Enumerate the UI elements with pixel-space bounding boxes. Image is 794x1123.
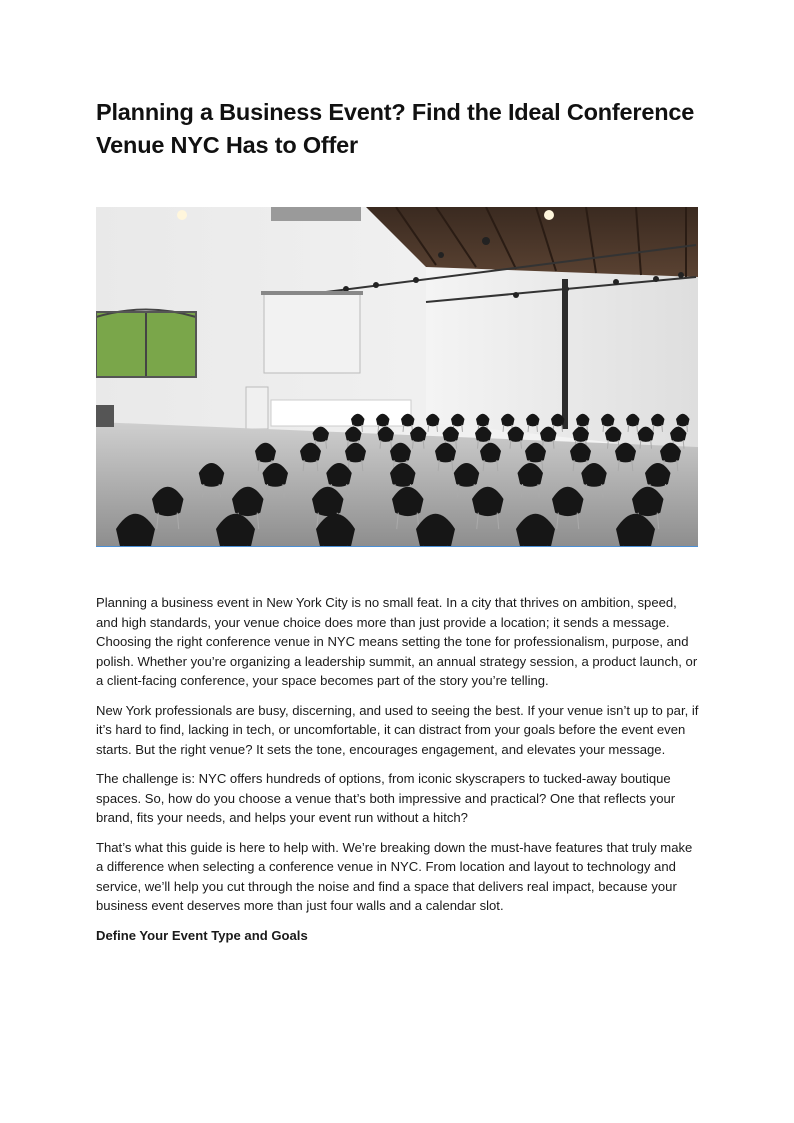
page-title: Planning a Business Event? Find the Ideal Conference Venue NYC Has to Offer [96, 99, 695, 158]
article-body [96, 593, 702, 955]
conference-room-photo [96, 207, 698, 547]
paragraph-challenge: The challenge is: NYC offers hundreds of options, from iconic skyscrapers to tucked-away boutique spaces. So, how do you choose a venue that’s both impressive and practical? One that reflects your brand, fits your needs, and helps your event run without a hitch? [96, 771, 676, 825]
section-heading: Define Your Event Type and Goals [96, 927, 308, 943]
paragraph-guide: That’s what this guide is here to help with. We’re breaking down the must-have features that truly make a difference when selecting a conference venue in NYC. From location and layout to technology and service, we’ll help you cut through the noise and find a space that delivers real impact, because your business event deserves more than just four walls and a calendar slot. [96, 839, 693, 913]
paragraph-professionals: New York professionals are busy, discerning, and used to seeing the best. If your venue isn’t up to par, if it’s hard to find, lacking in tech, or uncomfortable, it can distract from your goals before the event even starts. But the right venue? It sets the tone, encourages engagement, and elevates your message. [96, 702, 699, 757]
paragraph-intro: Planning a business event in New York City is no small feat. In a city that thrives on ambition, speed, and high standards, your venue choice does more than just provide a location; it sends a message. Choosing the right conference venue in NYC means setting the tone for professionalism, purpose, and polish. Whether you’re organizing a leadership summit, an annual strategy session, a product launch, or a client-facing conference, your space becomes part of the story you’re telling. [96, 595, 698, 688]
article-header [96, 96, 698, 162]
